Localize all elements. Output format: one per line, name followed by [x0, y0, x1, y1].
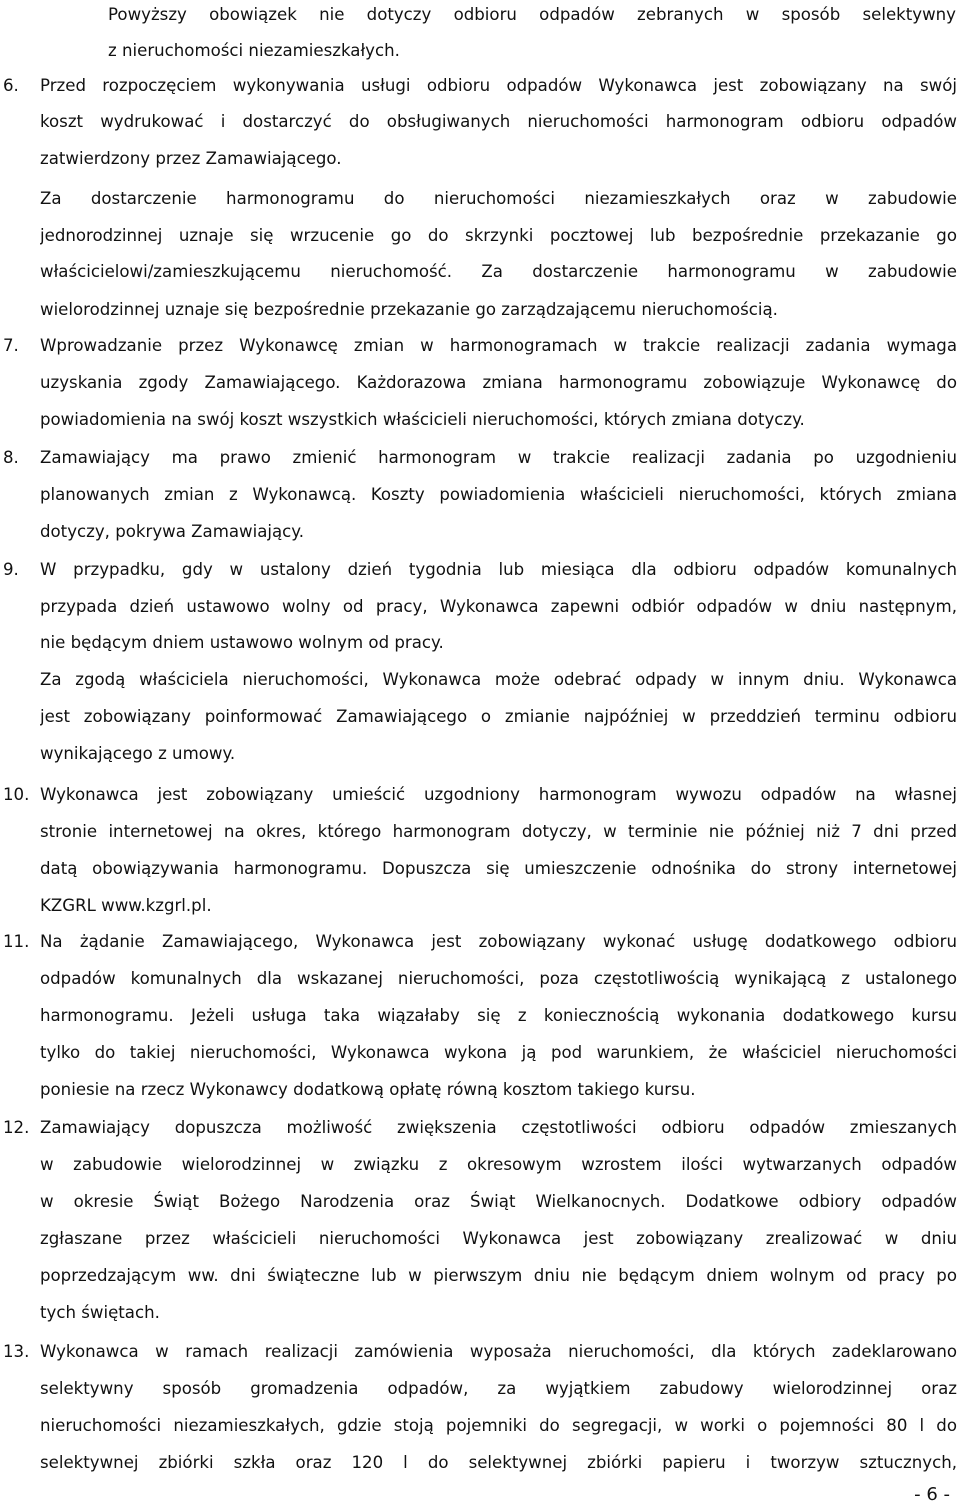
text-line: Zamawiający dopuszcza możliwość zwiększenia częstotliwości odbioru odpadów zmieszanych — [40, 1118, 957, 1137]
list-number: 6. — [3, 76, 19, 95]
text-line: powiadomienia na swój koszt wszystkich właścicieli nieruchomości, których zmiana dotyczy. — [40, 410, 805, 429]
text-line: w okresie Świąt Bożego Narodzenia oraz Świąt Wielkanocnych. Dodatkowe odbiory odpadów — [40, 1192, 957, 1211]
text-line: koszt wydrukować i dostarczyć do obsługiwanych nieruchomości harmonogram odbioru odpadów — [40, 112, 957, 131]
list-number: 11. — [3, 932, 30, 951]
text-line: odpadów komunalnych dla wskazanej nieruchomości, poza częstotliwością wynikającą z ustalonego — [40, 969, 957, 988]
text-line: właścicielowi/zamieszkującemu nieruchomość. Za dostarczenie harmonogramu w zabudowie — [40, 262, 957, 281]
text-line: dotyczy, pokrywa Zamawiający. — [40, 522, 305, 541]
text-line: Wprowadzanie przez Wykonawcę zmian w harmonogramach w trakcie realizacji zadania wymaga — [40, 336, 957, 355]
text-line: z nieruchomości niezamieszkałych. — [108, 41, 400, 60]
text-line: zgłaszane przez właścicieli nieruchomości Wykonawca jest zobowiązany zrealizować w dniu — [40, 1229, 957, 1248]
text-line: wielorodzinnej uznaje się bezpośrednie przekazanie go zarządzającemu nieruchomością. — [40, 300, 778, 319]
text-line: jednorodzinnej uznaje się wrzucenie go do skrzynki pocztowej lub bezpośrednie przekazanie go — [40, 226, 957, 245]
list-number: 9. — [3, 560, 19, 579]
text-line: selektywny sposób gromadzenia odpadów, za wyjątkiem zabudowy wielorodzinnej oraz — [40, 1379, 957, 1398]
text-line: harmonogramu. Jeżeli usługa taka wiązałaby się z koniecznością wykonania dodatkowego kursu — [40, 1006, 957, 1025]
text-line: nieruchomości niezamieszkałych, gdzie stoją pojemniki do segregacji, w worki o pojemności 80 l do — [40, 1416, 957, 1435]
text-line: Na żądanie Zamawiającego, Wykonawca jest zobowiązany wykonać usługę dodatkowego odbioru — [40, 932, 957, 951]
text-line: poprzedzającym ww. dni świąteczne lub w pierwszym dniu nie będącym dniem wolnym od pracy po — [40, 1266, 957, 1285]
text-line: tych świętach. — [40, 1303, 160, 1322]
text-line: Przed rozpoczęciem wykonywania usługi odbioru odpadów Wykonawca jest zobowiązany na swój — [40, 76, 957, 95]
text-line: Za dostarczenie harmonogramu do nieruchomości niezamieszkałych oraz w zabudowie — [40, 189, 957, 208]
text-line: uzyskania zgody Zamawiającego. Każdorazowa zmiana harmonogramu zobowiązuje Wykonawcę do — [40, 373, 957, 392]
text-line: tylko do takiej nieruchomości, Wykonawca wykona ją pod warunkiem, że właściciel nieruchomości — [40, 1043, 957, 1062]
text-line: Wykonawca jest zobowiązany umieścić uzgodniony harmonogram wywozu odpadów na własnej — [40, 785, 957, 804]
text-line: Za zgodą właściciela nieruchomości, Wykonawca może odebrać odpady w innym dniu. Wykonawca — [40, 670, 957, 689]
list-number: 13. — [3, 1342, 30, 1361]
list-number: 8. — [3, 448, 19, 467]
list-number: 10. — [3, 785, 30, 804]
text-line: jest zobowiązany poinformować Zamawiającego o zmianie najpóźniej w przeddzień terminu odbioru — [40, 707, 957, 726]
text-line: datą obowiązywania harmonogramu. Dopuszcza się umieszczenie odnośnika do strony internetowej — [40, 859, 957, 878]
text-line: przypada dzień ustawowo wolny od pracy, Wykonawca zapewni odbiór odpadów w dniu następnym, — [40, 597, 957, 616]
text-line: selektywnej zbiórki szkła oraz 120 l do selektywnej zbiórki papieru i tworzyw sztucznych, — [40, 1453, 957, 1472]
text-line: Wykonawca w ramach realizacji zamówienia wyposaża nieruchomości, dla których zadeklarowano — [40, 1342, 957, 1361]
text-line: zatwierdzony przez Zamawiającego. — [40, 149, 342, 168]
text-line: Powyższy obowiązek nie dotyczy odbioru odpadów zebranych w sposób selektywny — [108, 5, 956, 24]
text-line: W przypadku, gdy w ustalony dzień tygodnia lub miesiąca dla odbioru odpadów komunalnych — [40, 560, 957, 579]
text-line: stronie internetowej na okres, którego harmonogram dotyczy, w terminie nie później niż 7 dni przed — [40, 822, 957, 841]
text-line: poniesie na rzecz Wykonawcy dodatkową opłatę równą kosztom takiego kursu. — [40, 1080, 696, 1099]
list-number: 12. — [3, 1118, 30, 1137]
text-line: planowanych zmian z Wykonawcą. Koszty powiadomienia właścicieli nieruchomości, których zmiana — [40, 485, 957, 504]
text-line: nie będącym dniem ustawowo wolnym od pracy. — [40, 633, 444, 652]
text-line: w zabudowie wielorodzinnej w związku z okresowym wzrostem ilości wytwarzanych odpadów — [40, 1155, 957, 1174]
text-line: Zamawiający ma prawo zmienić harmonogram w trakcie realizacji zadania po uzgodnieniu — [40, 448, 957, 467]
list-number: 7. — [3, 336, 19, 355]
text-line: KZGRL www.kzgrl.pl. — [40, 896, 212, 915]
page-number: - 6 - — [914, 1484, 950, 1505]
text-line: wynikającego z umowy. — [40, 744, 236, 763]
